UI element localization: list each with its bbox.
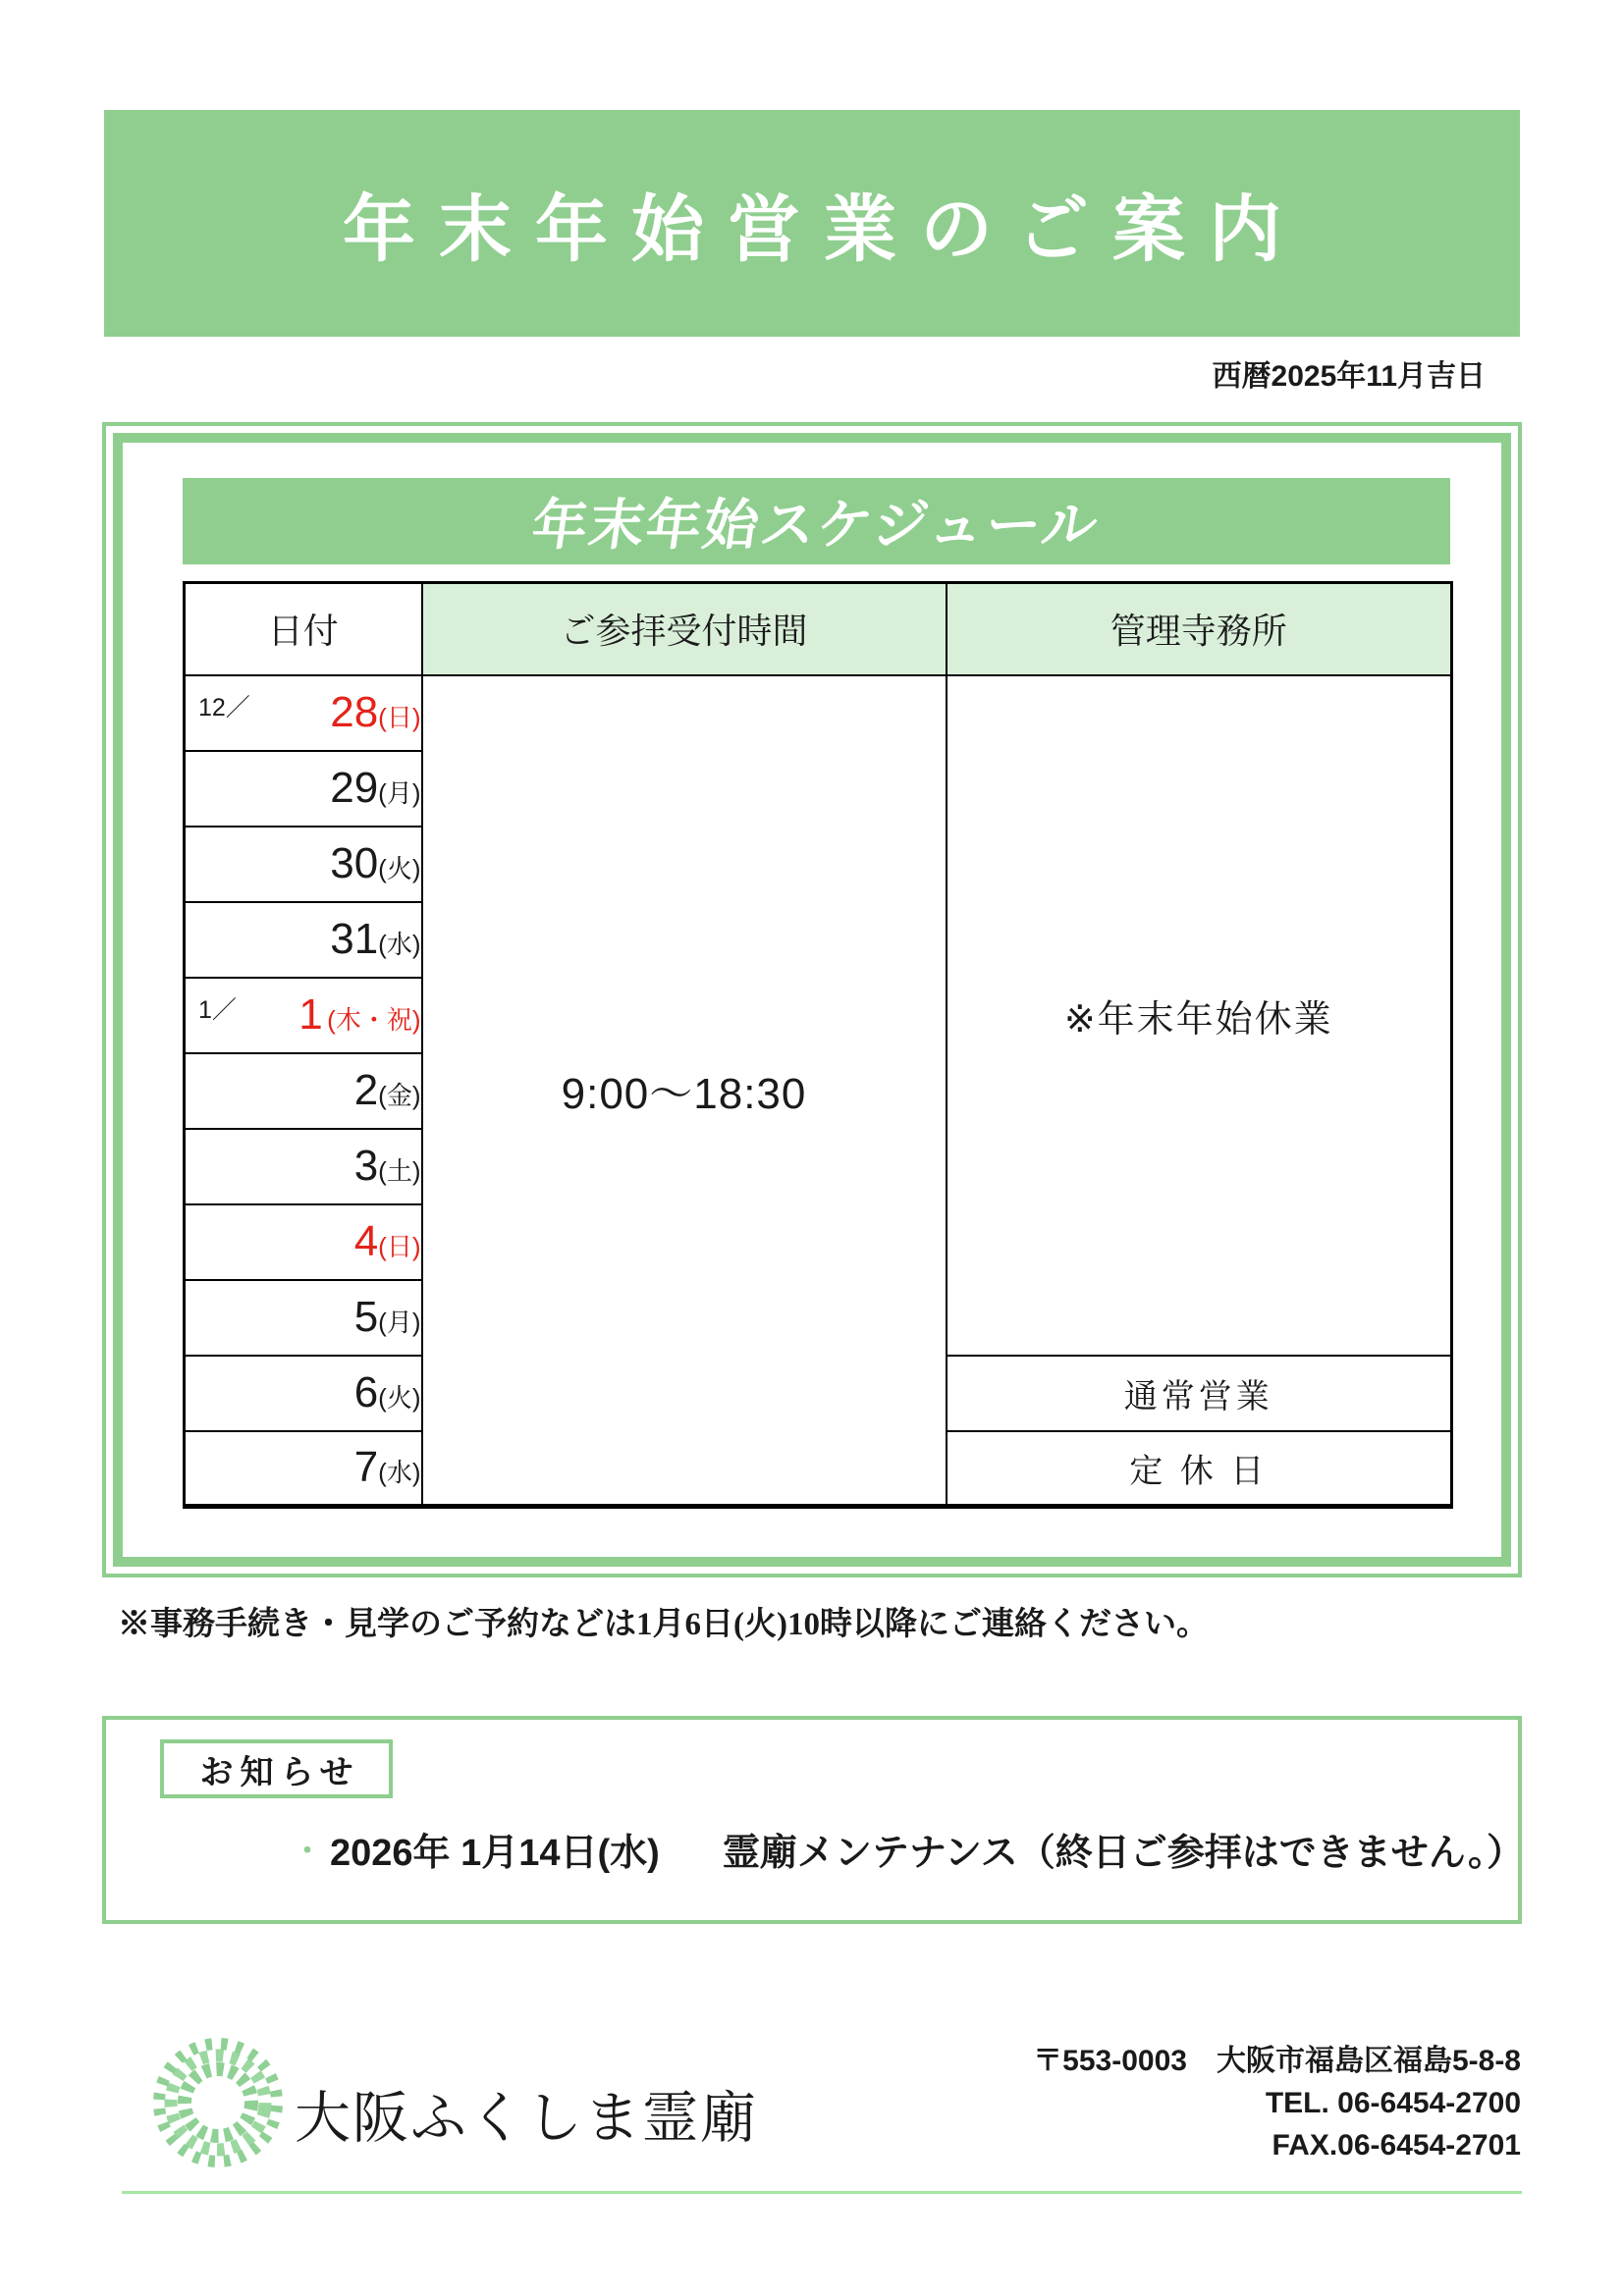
company-address: 〒553-0003 大阪市福島区福島5-8-8	[1033, 2045, 1521, 2077]
company-name: 大阪ふくしま霊廟	[295, 2087, 758, 2150]
company-tel: TEL. 06-6454-2700	[1265, 2087, 1521, 2119]
month-prefix: 12／	[198, 693, 250, 721]
footer-divider	[122, 2191, 1522, 2194]
column-header-date: 日付	[185, 583, 422, 675]
bullet-icon: ・	[293, 1836, 322, 1868]
document-date: 西暦2025年11月吉日	[1212, 360, 1486, 393]
date-cell: 4(日)	[185, 1204, 422, 1280]
notice-date: 2026年 1月14日(水)	[330, 1833, 660, 1874]
date-cell: 2(金)	[185, 1053, 422, 1129]
date-cell: 31(水)	[185, 902, 422, 978]
notice-box	[102, 1716, 1525, 1924]
office-closed-cell: ※年末年始休業	[947, 675, 1452, 1356]
date-cell: 5(月)	[185, 1280, 422, 1356]
schedule-table	[183, 581, 1453, 1509]
schedule-title: 年末年始スケジュール	[528, 494, 1104, 556]
company-contact-block	[1033, 2040, 1521, 2166]
notice-text: 霊廟メンテナンス（終日ご参拝はできません。）	[722, 1833, 1525, 1874]
schedule-title-bar	[183, 478, 1450, 564]
date-cell: 3(土)	[185, 1129, 422, 1204]
schedule-box-inner	[113, 433, 1511, 1567]
contact-note: ※事務手続き・見学のご予約などは1月6日(火)10時以降にご連絡ください。	[118, 1607, 1209, 1642]
schedule-row	[185, 675, 1452, 751]
title-banner	[104, 110, 1520, 337]
date-cell: 12／ 28(日)	[185, 675, 422, 751]
date-cell: 6(火)	[185, 1356, 422, 1431]
column-header-reception: ご参拝受付時間	[422, 583, 947, 675]
page-title: 年末年始営業のご案内	[343, 187, 1305, 270]
notice-item	[293, 1822, 1524, 1876]
reception-hours-cell: 9:00〜18:30	[422, 675, 947, 1507]
column-header-office: 管理寺務所	[947, 583, 1452, 675]
date-cell: 1／ 1 (木・祝)	[185, 978, 422, 1053]
office-normal-cell: 通常営業	[947, 1356, 1452, 1431]
notice-label: お知らせ	[160, 1739, 393, 1798]
schedule-header-row	[185, 583, 1452, 675]
date-cell: 7(水)	[185, 1431, 422, 1507]
date-cell: 29(月)	[185, 751, 422, 827]
schedule-box	[102, 422, 1522, 1577]
starburst-logo-icon	[152, 2037, 284, 2168]
company-fax: FAX.06-6454-2701	[1272, 2129, 1521, 2162]
office-holiday-cell: 定 休 日	[947, 1431, 1452, 1507]
date-cell: 30(火)	[185, 827, 422, 902]
